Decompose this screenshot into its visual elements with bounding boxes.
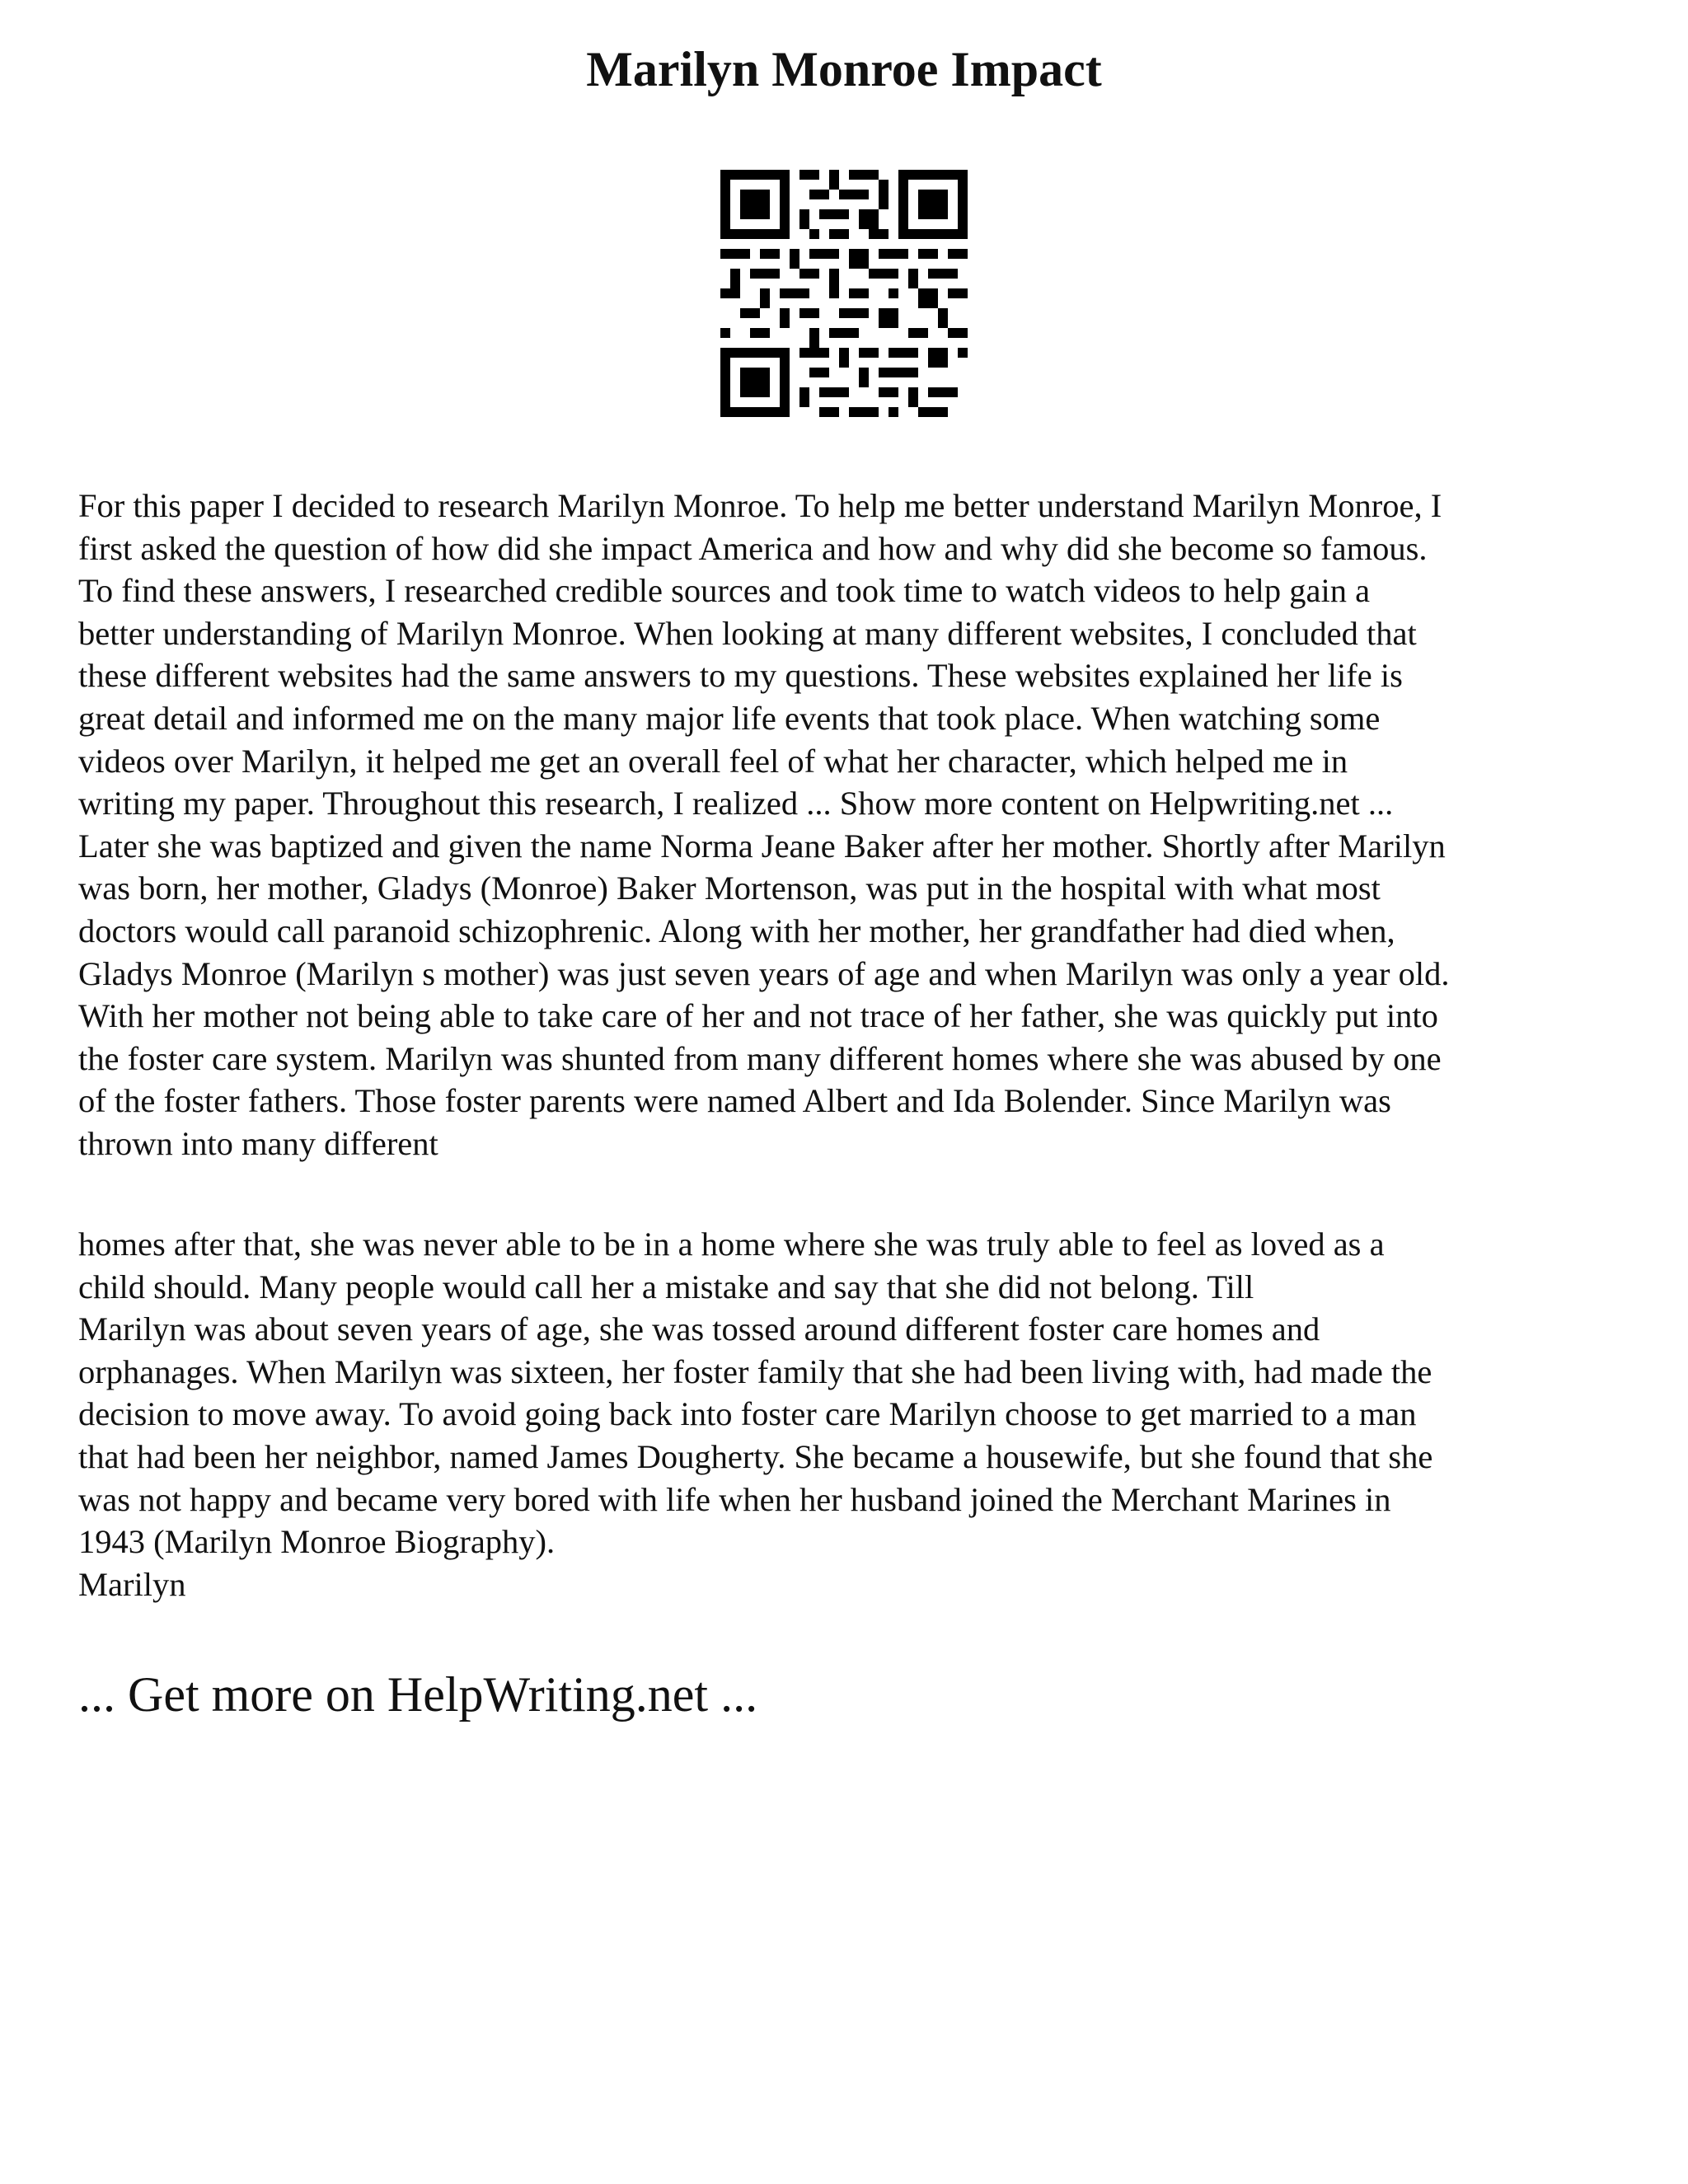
text-line: was not happy and became very bored with life when her husband joined the Merchant Marines in [78, 1480, 1391, 1518]
text-line: was born, her mother, Gladys (Monroe) Baker Mortenson, was put in the hospital with what most [78, 869, 1381, 907]
text-line: first asked the question of how did she impact America and how and why did she become so famous. [78, 529, 1428, 567]
text-line: To find these answers, I researched credible sources and took time to watch videos to help gain a [78, 572, 1371, 610]
text-line: child should. Many people would call her a mistake and say that she did not belong. Till [78, 1268, 1254, 1305]
body-paragraph-1 [78, 485, 1628, 1165]
text-line: thrown into many different [78, 1124, 438, 1162]
text-line: that had been her neighbor, named James Dougherty. She became a housewife, but she found that she [78, 1437, 1433, 1475]
text-line: decision to move away. To avoid going back into foster care Marilyn choose to get married to a man [78, 1395, 1417, 1433]
get-more-link[interactable]: ... Get more on HelpWriting.net ... [78, 1667, 758, 1722]
text-line: Marilyn [78, 1565, 186, 1603]
text-line: Marilyn was about seven years of age, she was tossed around different foster care homes and [78, 1310, 1320, 1348]
text-line: For this paper I decided to research Marilyn Monroe. To help me better understand Marilyn Monroe, I [78, 487, 1442, 524]
text-line: of the foster fathers. Those foster parents were named Albert and Ida Bolender. Since Marilyn was [78, 1082, 1391, 1120]
text-line: videos over Marilyn, it helped me get an overall feel of what her character, which helped me in [78, 742, 1348, 780]
text-line: great detail and informed me on the many major life events that took place. When watching some [78, 699, 1381, 737]
text-line: homes after that, she was never able to be in a home where she was truly able to feel as loved as a [78, 1226, 1385, 1263]
text-line: writing my paper. Throughout this research, I realized ... Show more content on Helpwriting.net ... [78, 785, 1394, 823]
text-line: 1943 (Marilyn Monroe Biography). [78, 1523, 556, 1561]
text-line: better understanding of Marilyn Monroe. When looking at many different websites, I concluded that [78, 614, 1417, 652]
page-title: Marilyn Monroe Impact [586, 42, 1102, 96]
text-line: orphanages. When Marilyn was sixteen, her foster family that she had been living with, had made the [78, 1352, 1432, 1390]
body-paragraph-2 [78, 1223, 1628, 1605]
text-line: the foster care system. Marilyn was shunted from many different homes where she was abused by one [78, 1039, 1442, 1077]
text-line: these different websites had the same answers to my questions. These websites explained her life is [78, 657, 1403, 695]
text-line: Later she was baptized and given the name Norma Jeane Baker after her mother. Shortly after Marilyn [78, 827, 1446, 865]
text-line: Gladys Monroe (Marilyn s mother) was just seven years of age and when Marilyn was only a year old. [78, 954, 1450, 992]
text-line: doctors would call paranoid schizophrenic. Along with her mother, her grandfather had died when, [78, 912, 1395, 949]
text-line: With her mother not being able to take care of her and not trace of her father, she was quickly put into [78, 997, 1438, 1035]
qr-code-icon [720, 170, 968, 417]
